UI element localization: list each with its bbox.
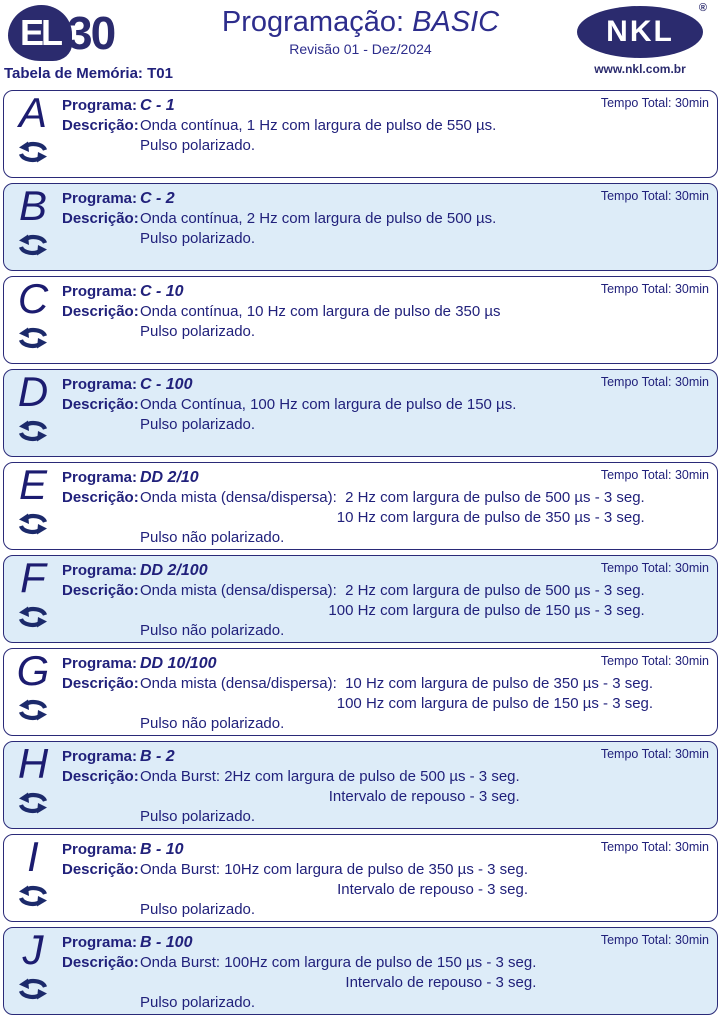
description-line: Pulso não polarizado. (140, 622, 285, 639)
sync-arrows-icon (16, 511, 50, 537)
description-line: Intervalo de repouso - 3 seg. (337, 881, 529, 898)
program-card (3, 555, 718, 643)
program-letter-column (4, 649, 62, 735)
program-letter: H (17, 740, 49, 787)
program-letter-column (4, 556, 62, 642)
description-lines (140, 488, 645, 548)
program-letter-column (4, 370, 62, 456)
program-name: C - 2 (140, 190, 175, 207)
tempo-total: Tempo Total: 30min (600, 189, 709, 203)
page-header (0, 0, 721, 90)
program-label: Programa: (62, 97, 138, 114)
description-line: 100 Hz com largura de pulso de 150 µs - 3 seg. (328, 602, 645, 619)
description-line: 10 Hz com largura de pulso de 350 µs - 3 seg. (336, 509, 645, 526)
description-lines (140, 767, 520, 827)
tempo-total: Tempo Total: 30min (600, 375, 709, 389)
description-line: Onda mista (densa/dispersa): 2 Hz com largura de pulso de 500 µs - 3 seg. (140, 489, 645, 506)
program-letter-column (4, 928, 62, 1014)
nkl-website: www.nkl.com.br (594, 62, 686, 76)
program-name: DD 2/100 (140, 562, 208, 579)
sync-arrows-icon (16, 790, 50, 816)
memory-table-label: Tabela de Memória: T01 (4, 65, 173, 82)
description-row (62, 581, 717, 641)
tempo-total: Tempo Total: 30min (600, 561, 709, 575)
program-name: B - 10 (140, 841, 184, 858)
description-row (62, 302, 717, 342)
program-card (3, 276, 718, 364)
description-line: Pulso polarizado. (140, 416, 256, 433)
description-line: Onda contínua, 2 Hz com largura de pulso de 500 µs. (140, 210, 497, 227)
nkl-brand (571, 2, 709, 76)
description-line: Pulso polarizado. (140, 137, 256, 154)
program-letter-column (4, 184, 62, 270)
tempo-total: Tempo Total: 30min (600, 468, 709, 482)
program-name: B - 100 (140, 934, 193, 951)
program-label: Programa: (62, 841, 138, 858)
program-letter: E (18, 461, 47, 508)
description-lines (140, 209, 496, 249)
program-list (0, 90, 721, 1015)
description-label: Descrição: (62, 117, 139, 134)
program-name: DD 10/100 (140, 655, 217, 672)
program-card (3, 927, 718, 1015)
tempo-total: Tempo Total: 30min (600, 747, 709, 761)
tempo-total: Tempo Total: 30min (600, 933, 709, 947)
el30-logo-blob: EL (8, 5, 72, 61)
el30-logo-number: 30 (67, 7, 115, 59)
description-row (62, 767, 717, 827)
description-line: Onda mista (densa/dispersa): 10 Hz com largura de pulso de 350 µs - 3 seg. (140, 675, 654, 692)
description-row (62, 116, 717, 156)
program-letter: G (16, 647, 50, 694)
program-label: Programa: (62, 376, 138, 393)
revision-text: Revisão 01 - Dez/2024 (289, 41, 432, 57)
description-line: Pulso polarizado. (140, 901, 256, 918)
sync-arrows-icon (16, 976, 50, 1002)
sync-arrows-icon (16, 604, 50, 630)
program-card (3, 90, 718, 178)
program-letter: D (17, 368, 49, 415)
description-lines (140, 302, 501, 342)
description-line: Onda contínua, 1 Hz com largura de pulso de 550 µs. (140, 117, 497, 134)
description-lines (140, 953, 536, 1013)
description-line: Pulso não polarizado. (140, 715, 285, 732)
description-line: Intervalo de repouso - 3 seg. (328, 788, 520, 805)
nkl-logo-text: NKL (606, 15, 674, 48)
description-row (62, 209, 717, 249)
description-lines (140, 674, 653, 734)
description-label: Descrição: (62, 954, 139, 971)
description-label: Descrição: (62, 489, 139, 506)
description-label: Descrição: (62, 768, 139, 785)
program-name: C - 100 (140, 376, 193, 393)
el30-logo (8, 5, 114, 61)
description-line: Onda Burst: 2Hz com largura de pulso de 500 µs - 3 seg. (140, 768, 520, 785)
description-line: Pulso polarizado. (140, 808, 256, 825)
description-line: Pulso polarizado. (140, 230, 256, 247)
description-row (62, 674, 717, 734)
program-letter-column (4, 277, 62, 363)
sync-arrows-icon (16, 418, 50, 444)
program-label: Programa: (62, 562, 138, 579)
sync-arrows-icon (16, 325, 50, 351)
description-label: Descrição: (62, 210, 139, 227)
program-label: Programa: (62, 934, 138, 951)
description-row (62, 395, 717, 435)
program-label: Programa: (62, 655, 138, 672)
description-label: Descrição: (62, 861, 139, 878)
description-line: Onda Contínua, 100 Hz com largura de pulso de 150 µs. (140, 396, 517, 413)
description-label: Descrição: (62, 396, 139, 413)
program-letter: I (27, 833, 39, 880)
description-lines (140, 860, 528, 920)
tempo-total: Tempo Total: 30min (600, 654, 709, 668)
page-title-label: Programação: (221, 6, 405, 38)
description-label: Descrição: (62, 675, 139, 692)
description-line: Onda Burst: 10Hz com largura de pulso de 350 µs - 3 seg. (140, 861, 529, 878)
program-card (3, 462, 718, 550)
program-card (3, 183, 718, 271)
description-lines (140, 395, 516, 435)
sync-arrows-icon (16, 697, 50, 723)
program-name: C - 1 (140, 97, 175, 114)
page-title (222, 6, 499, 39)
program-label: Programa: (62, 469, 138, 486)
program-letter: J (22, 926, 44, 973)
description-label: Descrição: (62, 303, 139, 320)
program-card (3, 369, 718, 457)
page-title-program: BASIC (412, 6, 500, 38)
description-row (62, 860, 717, 920)
description-line: Pulso não polarizado. (140, 529, 285, 546)
registered-mark: ® (698, 2, 709, 14)
sync-arrows-icon (16, 139, 50, 165)
tempo-total: Tempo Total: 30min (600, 840, 709, 854)
program-name: C - 10 (140, 283, 184, 300)
program-label: Programa: (62, 190, 138, 207)
description-label: Descrição: (62, 582, 139, 599)
tempo-total: Tempo Total: 30min (600, 96, 709, 110)
description-row (62, 488, 717, 548)
program-letter-column (4, 835, 62, 921)
program-label: Programa: (62, 283, 138, 300)
program-letter-column (4, 742, 62, 828)
program-name: DD 2/10 (140, 469, 199, 486)
description-line: Pulso polarizado. (140, 994, 256, 1011)
description-line: 100 Hz com largura de pulso de 150 µs - 3 seg. (336, 695, 654, 712)
program-letter-column (4, 91, 62, 177)
description-line: Onda contínua, 10 Hz com largura de pulso de 350 µs (140, 303, 501, 320)
description-line: Pulso polarizado. (140, 323, 256, 340)
program-letter: A (18, 89, 47, 136)
program-letter-column (4, 463, 62, 549)
description-line: Onda mista (densa/dispersa): 2 Hz com largura de pulso de 500 µs - 3 seg. (140, 582, 645, 599)
program-card (3, 741, 718, 829)
program-label: Programa: (62, 748, 138, 765)
program-letter: F (20, 554, 46, 601)
description-lines (140, 116, 496, 156)
sync-arrows-icon (16, 232, 50, 258)
sync-arrows-icon (16, 883, 50, 909)
description-lines (140, 581, 645, 641)
description-line: Intervalo de repouso - 3 seg. (345, 974, 537, 991)
description-row (62, 953, 717, 1013)
program-letter: B (18, 182, 47, 229)
program-card (3, 648, 718, 736)
program-card (3, 834, 718, 922)
program-name: B - 2 (140, 748, 175, 765)
nkl-logo (577, 2, 709, 58)
title-block (222, 6, 499, 57)
description-line: Onda Burst: 100Hz com largura de pulso de 150 µs - 3 seg. (140, 954, 537, 971)
tempo-total: Tempo Total: 30min (600, 282, 709, 296)
program-letter: C (17, 275, 49, 322)
